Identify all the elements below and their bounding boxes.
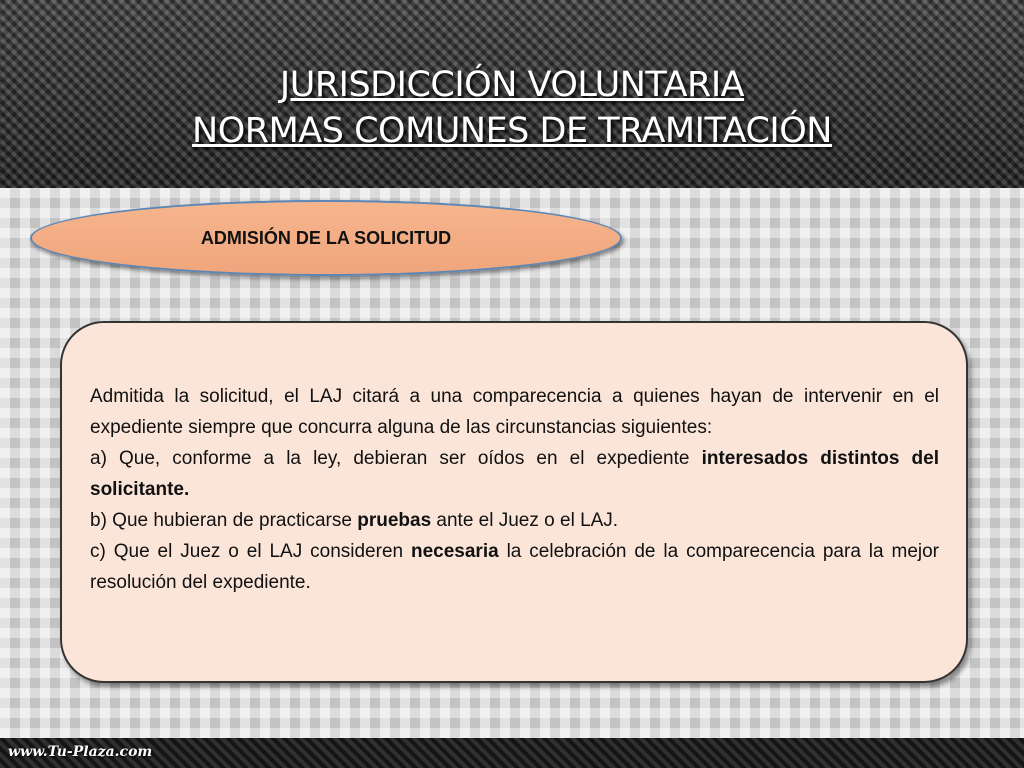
item-b — [90, 505, 939, 536]
section-label-pill — [30, 200, 622, 276]
panel-text — [90, 381, 939, 598]
item-c-text: c) Que el Juez o el LAJ consideren — [90, 541, 411, 562]
header-banner — [0, 0, 1024, 188]
footer-bar — [0, 738, 1024, 768]
item-c-tail: la celebración de la comparecencia para la mejor resolución del expediente. — [90, 541, 939, 593]
item-b-text: b) Que hubieran de practicarse — [90, 510, 358, 531]
text-panel — [60, 321, 968, 683]
title-line-1: JURISDICCIÓN VOLUNTARIA — [279, 65, 745, 105]
item-b-bold: pruebas — [357, 510, 432, 531]
item-a-text: a) Que, conforme a la ley, debieran ser oídos en el expediente — [90, 448, 702, 469]
item-a — [90, 443, 939, 505]
item-c — [90, 536, 939, 598]
watermark: www.Tu-Plaza.com — [8, 744, 153, 760]
item-b-tail: ante el Juez o el LAJ. — [431, 510, 619, 531]
slide-title — [0, 62, 1024, 154]
intro-paragraph: Admitida la solicitud, el LAJ citará a una comparecencia a quienes hayan de intervenir en el expediente siempre que concurra alguna de las circunstancias siguientes: — [90, 386, 939, 438]
item-a-bold: interesados distintos del solicitante. — [90, 448, 940, 500]
title-line-2: NORMAS COMUNES DE TRAMITACIÓN — [192, 111, 832, 151]
item-c-bold: necesaria — [410, 541, 499, 562]
section-label: ADMISIÓN DE LA SOLICITUD — [200, 227, 452, 248]
